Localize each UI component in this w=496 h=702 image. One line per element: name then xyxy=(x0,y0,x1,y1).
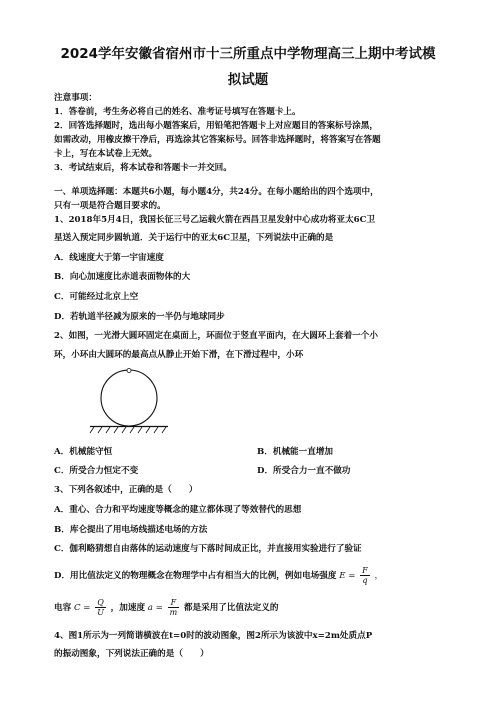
notice-item-3: 3．考试结束后，将本试卷和答题卡一并交回。 xyxy=(54,163,232,173)
q4-stem-cont: 的振动图象，下列说法正确的是（ ） xyxy=(54,649,209,659)
ring-on-table-figure xyxy=(86,368,172,440)
formula-c-den: U xyxy=(97,608,104,617)
section1-heading: 一、单项选择题：本题共6小题，每小题4分，共24分。在每小题给出的四个选项中， xyxy=(54,187,379,197)
q1-option-c: C．可能经过北京上空 xyxy=(54,292,139,302)
notice-item-2-cont: 如需改动，用橡皮擦干净后，再选涂其它答案标号。回答非选择题时，将答案写在答题 xyxy=(54,135,381,145)
q3-option-a: A．重心、合力和平均速度等概念的建立都体现了等效替代的思想 xyxy=(54,505,302,515)
q1-option-d: D．若轨道半径减为原来的一半仍与地球同步 xyxy=(54,312,225,322)
formula-a-fraction xyxy=(168,598,180,617)
q2-option-b: B．机械能一直增加 xyxy=(257,447,334,457)
q3-option-b: B．库仑提出了用电场线描述电场的方法 xyxy=(54,525,208,535)
q3-stem: 3、下列各叙述中，正确的是（ ） xyxy=(54,485,198,495)
formula-e-lhs: E = xyxy=(339,571,356,581)
q2-stem-cont: 环，小环由大圆环的最高点从静止开始下滑，在下滑过程中，小环 xyxy=(54,350,304,360)
q2-option-d: D．所受合力一直不做功 xyxy=(257,466,351,476)
q1-option-b: B．向心加速度比赤道表面物体的大 xyxy=(54,272,191,282)
q3-option-d-cont xyxy=(54,598,278,617)
formula-c-num: Q xyxy=(95,598,106,608)
q3-option-c: C．伽利略猜想自由落体的运动速度与下落时间成正比，并直接用实验进行了验证 xyxy=(54,544,362,554)
formula-e-fraction xyxy=(360,566,370,585)
section1-heading-cont: 只有一项是符合题目要求的。 xyxy=(54,201,166,211)
large-ring xyxy=(101,370,157,426)
q2-option-a: A．机械能守恒 xyxy=(54,447,113,457)
q2-stem: 2、如图，一光滑大圆环固定在桌面上，环面位于竖直平面内，在大圆环上套着一个小 xyxy=(54,331,378,341)
q4-stem: 4、图1所示为一列简谐横波在t=0时的波动图象，图2所示为该波中x=2m处质点P xyxy=(54,631,373,641)
formula-a-lhs: a = xyxy=(147,603,163,613)
q1-stem-cont: 星送入预定同步圆轨道．关于运行中的亚太6C卫星，下列说法中正确的是 xyxy=(54,233,334,243)
formula-c-lhs: C = xyxy=(73,603,91,613)
q1-stem: 1、2018年5月4日，我国长征三号乙运载火箭在西昌卫星发射中心成功将亚太6C卫 xyxy=(54,215,376,225)
q3-option-d: D．用比值法定义的物理概念在物理学中占有相当大的比例，例如电场强度 E = $\frac{F}{q}$ ， xyxy=(54,566,384,585)
formula-e-num: F xyxy=(362,566,368,575)
formula-a-den: m xyxy=(169,608,178,617)
formula-a-num: F xyxy=(168,598,180,608)
notice-heading: 注意事项： xyxy=(54,93,97,103)
q2-option-c: C．所受合力恒定不变 xyxy=(54,466,139,476)
small-ring xyxy=(127,369,131,373)
formula-e-den: q xyxy=(362,576,368,585)
table-hatching xyxy=(90,427,166,433)
q3-option-d-capacitance: 电容 xyxy=(54,603,72,613)
exam-title-line2: 拟试题 xyxy=(227,72,269,88)
q3-option-d-text: D．用比值法定义的物理概念在物理学中占有相当大的比例，例如电场强度 xyxy=(54,571,337,581)
q1-option-a: A．线速度大于第一宇宙速度 xyxy=(54,253,164,263)
exam-title-line1: 2024学年安徽省宿州市十三所重点中学物理高三上期中考试模 xyxy=(60,46,436,62)
notice-item-2-end: 卡上，写在本试卷上无效。 xyxy=(54,149,158,159)
q3-option-d-acceleration: ，加速度 xyxy=(110,603,146,613)
notice-item-2: 2．回答选择题时，选出每小题答案后，用铅笔把答题卡上对应题目的答案标号涂黑， xyxy=(54,121,378,131)
notice-item-1: 1．答卷前，考生务必将自己的姓名、准考证号填写在答题卡上。 xyxy=(54,107,301,117)
formula-c-fraction xyxy=(95,598,106,617)
q3-option-d-end: 都是采用了比值法定义的 xyxy=(183,603,279,613)
